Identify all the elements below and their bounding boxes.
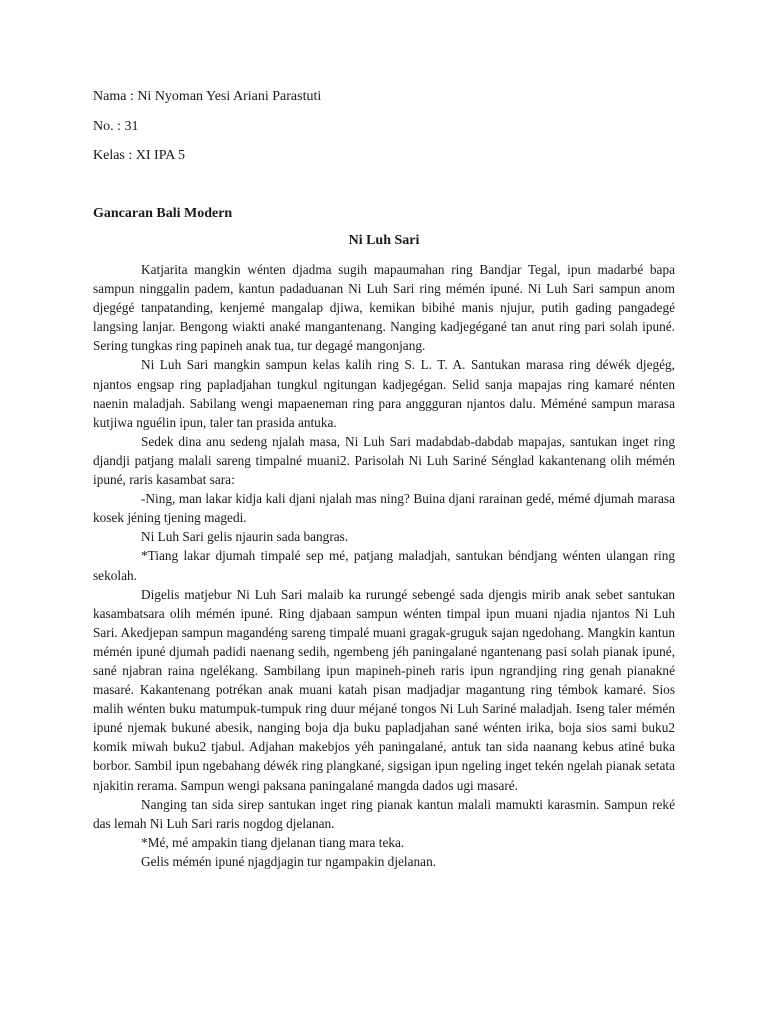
- paragraph: Sedek dina anu sedeng njalah masa, Ni Luh Sari madabdab-dabdab mapajas, santukan inget ring djandji patjang malali sareng timpalné muani2. Parisolah Ni Luh Sariné Sénglad kakantenang olih mémén ipuné, raris kasambat sara:: [93, 433, 675, 488]
- story-title: Ni Luh Sari: [348, 233, 420, 248]
- paragraph: Nanging tan sida sirep santukan inget ring pianak kantun malali mamukti karasmin. Sampun reké das lemah Ni Luh Sari raris nogdog djelanan.: [93, 796, 675, 831]
- paragraph: *Mé, mé ampakin tiang djelanan tiang mara teka.: [141, 834, 405, 850]
- paragraph: Gelis mémén ipuné njagdjagin tur ngampakin djelanan.: [141, 853, 437, 869]
- paragraph: -Ning, man lakar kidja kali djani njalah mas ning? Buina djani rarainan gedé, mémé djumah marasa kosek jéning tjening magedi.: [93, 491, 675, 526]
- paragraph: *Tiang lakar djumah timpalé sep mé, patjang maladjah, santukan béndjang wénten ulangan ring sekolah.: [93, 548, 675, 583]
- story-body: [93, 260, 675, 871]
- student-name: Nama : Ni Nyoman Yesi Ariani Parastuti: [93, 89, 322, 104]
- paragraph: Ni Luh Sari gelis njaurin sada bangras.: [141, 529, 349, 545]
- paragraph: Ni Luh Sari mangkin sampun kelas kalih ring S. L. T. A. Santukan marasa ring déwék djegég, njantos engsap ring papladjahan tungkul ngitungan kadjegégan. Selid sanja mapajas ring kamaré nénten naenin maladjah. Sabilang wengi mapaeneman ring para anggguran njantos dalu. Méméné sampun marasa kutjiwa nguélin ipun, taler tan prasida antuka.: [93, 357, 675, 430]
- paragraph: Digelis matjebur Ni Luh Sari malaib ka rurungé sebengé sada djengis mirib anak sebet santukan kasambatsara olih mémén ipuné. Ring djabaan sampun wénten timpal ipun muani njadia njantos Ni Luh Sari. Akedjepan sampun magandéng sareng timpalé muani gragak-gruguk sajan ngedohang. Mangkin kantun mémén ipuné djumah padidi naenang sedih, ngembeng jéh paningalané ngantenang pasi solah pianak ipuné, sané njabran raina ngelékang. Sambilang ipun mapineh-pineh raris ipun ngrandjing ring genah pianakné masaré. Kakantenang potrékan anak muani katah pisan madjadjar magantung ring témbok kamaré. Sios malih wénten buku matumpuk-tumpuk ring duur méjané tongos Ni Luh Sariné maladjah. Iseng taler mémén ipuné njemak bukuné abesik, nanging boja dja buku papladjahan sané wénten irika, boja sios sami buku2 komik miwah buku2 tjabul. Adjahan makebjos yéh paningalané, antuk tan sida naanang kebus atiné buka borbor. Sambil ipun ngebahang déwék ring plangkané, sigsigan ipun ngeling inget tekén ngelah pianak setata njakitin rerama. Sampun wengi paksana paningalané mangda dados ugi masaré.: [93, 586, 675, 793]
- student-class: Kelas : XI IPA 5: [93, 148, 186, 163]
- paragraph: Katjarita mangkin wénten djadma sugih mapaumahan ring Bandjar Tegal, ipun madarbé bapa sampun ninggalin padem, kantun padaduanan Ni Luh Sari ring mémén ipuné. Ni Luh Sari sampun anom djegégé tanpatanding, kenjemé mangalap djiwa, kemikan bibihé manis njujur, putih gading pangadegé langsing lanjar. Bengong wiakti anaké mangantenang. Nanging kadjegégané tan anut ring pari solah ipuné. Sering tungkas ring papineh anak tua, tur degagé mangonjang.: [93, 262, 675, 354]
- section-heading: Gancaran Bali Modern: [93, 206, 233, 221]
- student-number: No. : 31: [93, 119, 139, 134]
